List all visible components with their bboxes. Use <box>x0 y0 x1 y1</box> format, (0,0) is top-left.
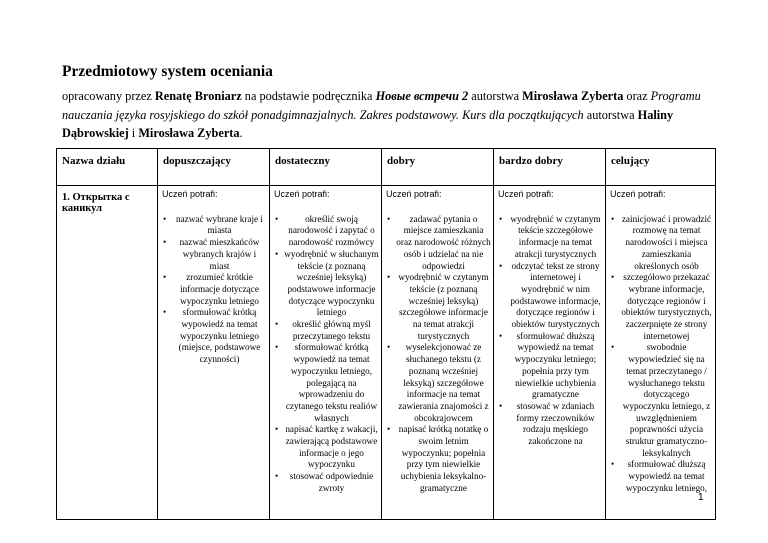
page-title: Przedmiotowy system oceniania <box>62 63 273 80</box>
grade-criteria-cell <box>494 186 606 520</box>
table-row <box>57 186 716 520</box>
grade-criteria-cell <box>606 186 716 520</box>
intro-text: . <box>239 126 243 140</box>
student-can-label: Uczeń potrafi: <box>274 189 330 199</box>
student-can-label: Uczeń potrafi: <box>162 189 218 199</box>
list-item: • określić główną myśl przeczytanego tekstu <box>284 319 379 342</box>
page-number: 1 <box>698 492 704 503</box>
list-item: • określić swoją narodowość i zapytać o narodowość rozmówcy <box>284 214 379 249</box>
section-name: 1. Открытка с каникул <box>57 186 158 520</box>
header-row <box>57 149 716 186</box>
list-item: • szczegółowo przekazać wybrane informacje, dotyczące regionów i obiektów turystycznych, zaczerpnięte ze strony internetowej <box>620 272 713 342</box>
list-item: • napisać kartkę z wakacji, zawierającą podstawowe informacje o jego wypoczynku <box>284 424 379 471</box>
header-cell-grade: dobry <box>382 149 494 186</box>
list-item: • sformułować krótką wypowiedź na temat wypoczynku letniego, polegającą na wprowadzeniu do czytanego tekstu realiów własnych <box>284 342 379 424</box>
intro-paragraph <box>62 87 712 143</box>
list-item: • sformułować krótką wypowiedź na temat wypoczynku letniego (miejsce, podstawowe czynności) <box>172 307 267 366</box>
grade-criteria-cell <box>382 186 494 520</box>
header-cell-grade: dopuszczający <box>158 149 270 186</box>
textbook-title: Новые встречи 2 <box>375 89 469 103</box>
list-item: • wyselekcjonować ze słuchanego tekstu (z poznaną wcześniej leksyką) szczegółowe informacje na temat zawierania znajomości z obcokrajowcem <box>396 342 491 424</box>
author-name: Mirosława Zyberta <box>138 126 240 140</box>
list-item: • zadawać pytania o miejsce zamieszkania oraz narodowość różnych osób i udzielać na nie odpowiedzi <box>396 214 491 273</box>
intro-text: oraz <box>623 89 651 103</box>
criteria-list <box>610 214 713 495</box>
header-cell-grade: bardzo dobry <box>494 149 606 186</box>
criteria-list <box>498 214 603 448</box>
grade-criteria-cell <box>158 186 270 520</box>
criteria-list <box>274 214 379 495</box>
student-can-label: Uczeń potrafi: <box>498 189 554 199</box>
list-item: • sformułować dłuższą wypowiedź na temat wypoczynku letniego; popełnia przy tym niewielkie uchybienia gramatyczne <box>508 331 603 401</box>
list-item: • zrozumieć krótkie informacje dotyczące wypoczynku letniego <box>172 272 267 307</box>
header-cell-grade: celujący <box>606 149 716 186</box>
intro-text: autorstwa <box>583 107 638 122</box>
list-item: • swobodnie wypowiedzieć się na temat przeczytanego / wysłuchanego tekstu dotyczącego wypoczynku letniego, z uwzględnieniem poprawności użycia struktur gramatyczno-leksykalnych <box>620 342 713 459</box>
grading-table <box>56 148 716 520</box>
intro-text: opracowany przez <box>62 89 155 103</box>
author-name: Haliny Dąbrowskiej <box>62 107 674 140</box>
list-item: • sformułować dłuższą wypowiedź na temat wypoczynku letniego, <box>620 459 713 494</box>
header-cell-grade: dostateczny <box>270 149 382 186</box>
list-item: • wyodrębnić w czytanym tekście szczegółowe informacje na temat atrakcji turystycznych <box>508 214 603 261</box>
list-item: • stosować w zdaniach formy rzeczowników rodzaju męskiego zakończone na <box>508 401 603 448</box>
author-name: Mirosława Zyberta <box>522 89 624 103</box>
program-title: Programu nauczania języka rosyjskiego do szkół ponadgimnazjalnych. Zakres podstawowy. Kurs dla początkujących <box>62 89 701 122</box>
list-item: • nazwać wybrane kraje i miasta <box>172 214 267 237</box>
student-can-label: Uczeń potrafi: <box>610 189 666 199</box>
list-item: • stosować odpowiednie zwroty <box>284 471 379 494</box>
grade-criteria-cell <box>270 186 382 520</box>
criteria-list <box>162 214 267 366</box>
list-item: • odczytać tekst ze strony internetowej i wyodrębnić w nim podstawowe informacje, dotyczące regionów i obiektów turystycznych <box>508 261 603 331</box>
list-item: • zainicjować i prowadzić rozmowę na temat narodowości i miejsca zamieszkania określonych osób <box>620 214 713 273</box>
intro-text: na podstawie podręcznika <box>241 89 376 103</box>
list-item: • wyodrębnić w czytanym tekście (z poznaną wcześniej leksyką) szczegółowe informacje na temat atrakcji turystycznych <box>396 272 491 342</box>
intro-text: autorstwa <box>468 89 523 103</box>
intro-text: i <box>128 126 139 140</box>
student-can-label: Uczeń potrafi: <box>386 189 442 199</box>
list-item: • napisać krótką notatkę o swoim letnim wypoczynku; popełnia przy tym niewielkie uchybienia leksykalno-gramatyczne <box>396 424 491 494</box>
author-name: Renatę Broniarz <box>154 89 242 103</box>
criteria-list <box>386 214 491 495</box>
header-cell-section: Nazwa działu <box>57 149 158 186</box>
list-item: • wyodrębnić w słuchanym tekście (z poznaną wcześniej leksyką) podstawowe informacje dotyczące wypoczynku letniego <box>284 249 379 319</box>
list-item: • nazwać mieszkańców wybranych krajów i miast <box>172 237 267 272</box>
